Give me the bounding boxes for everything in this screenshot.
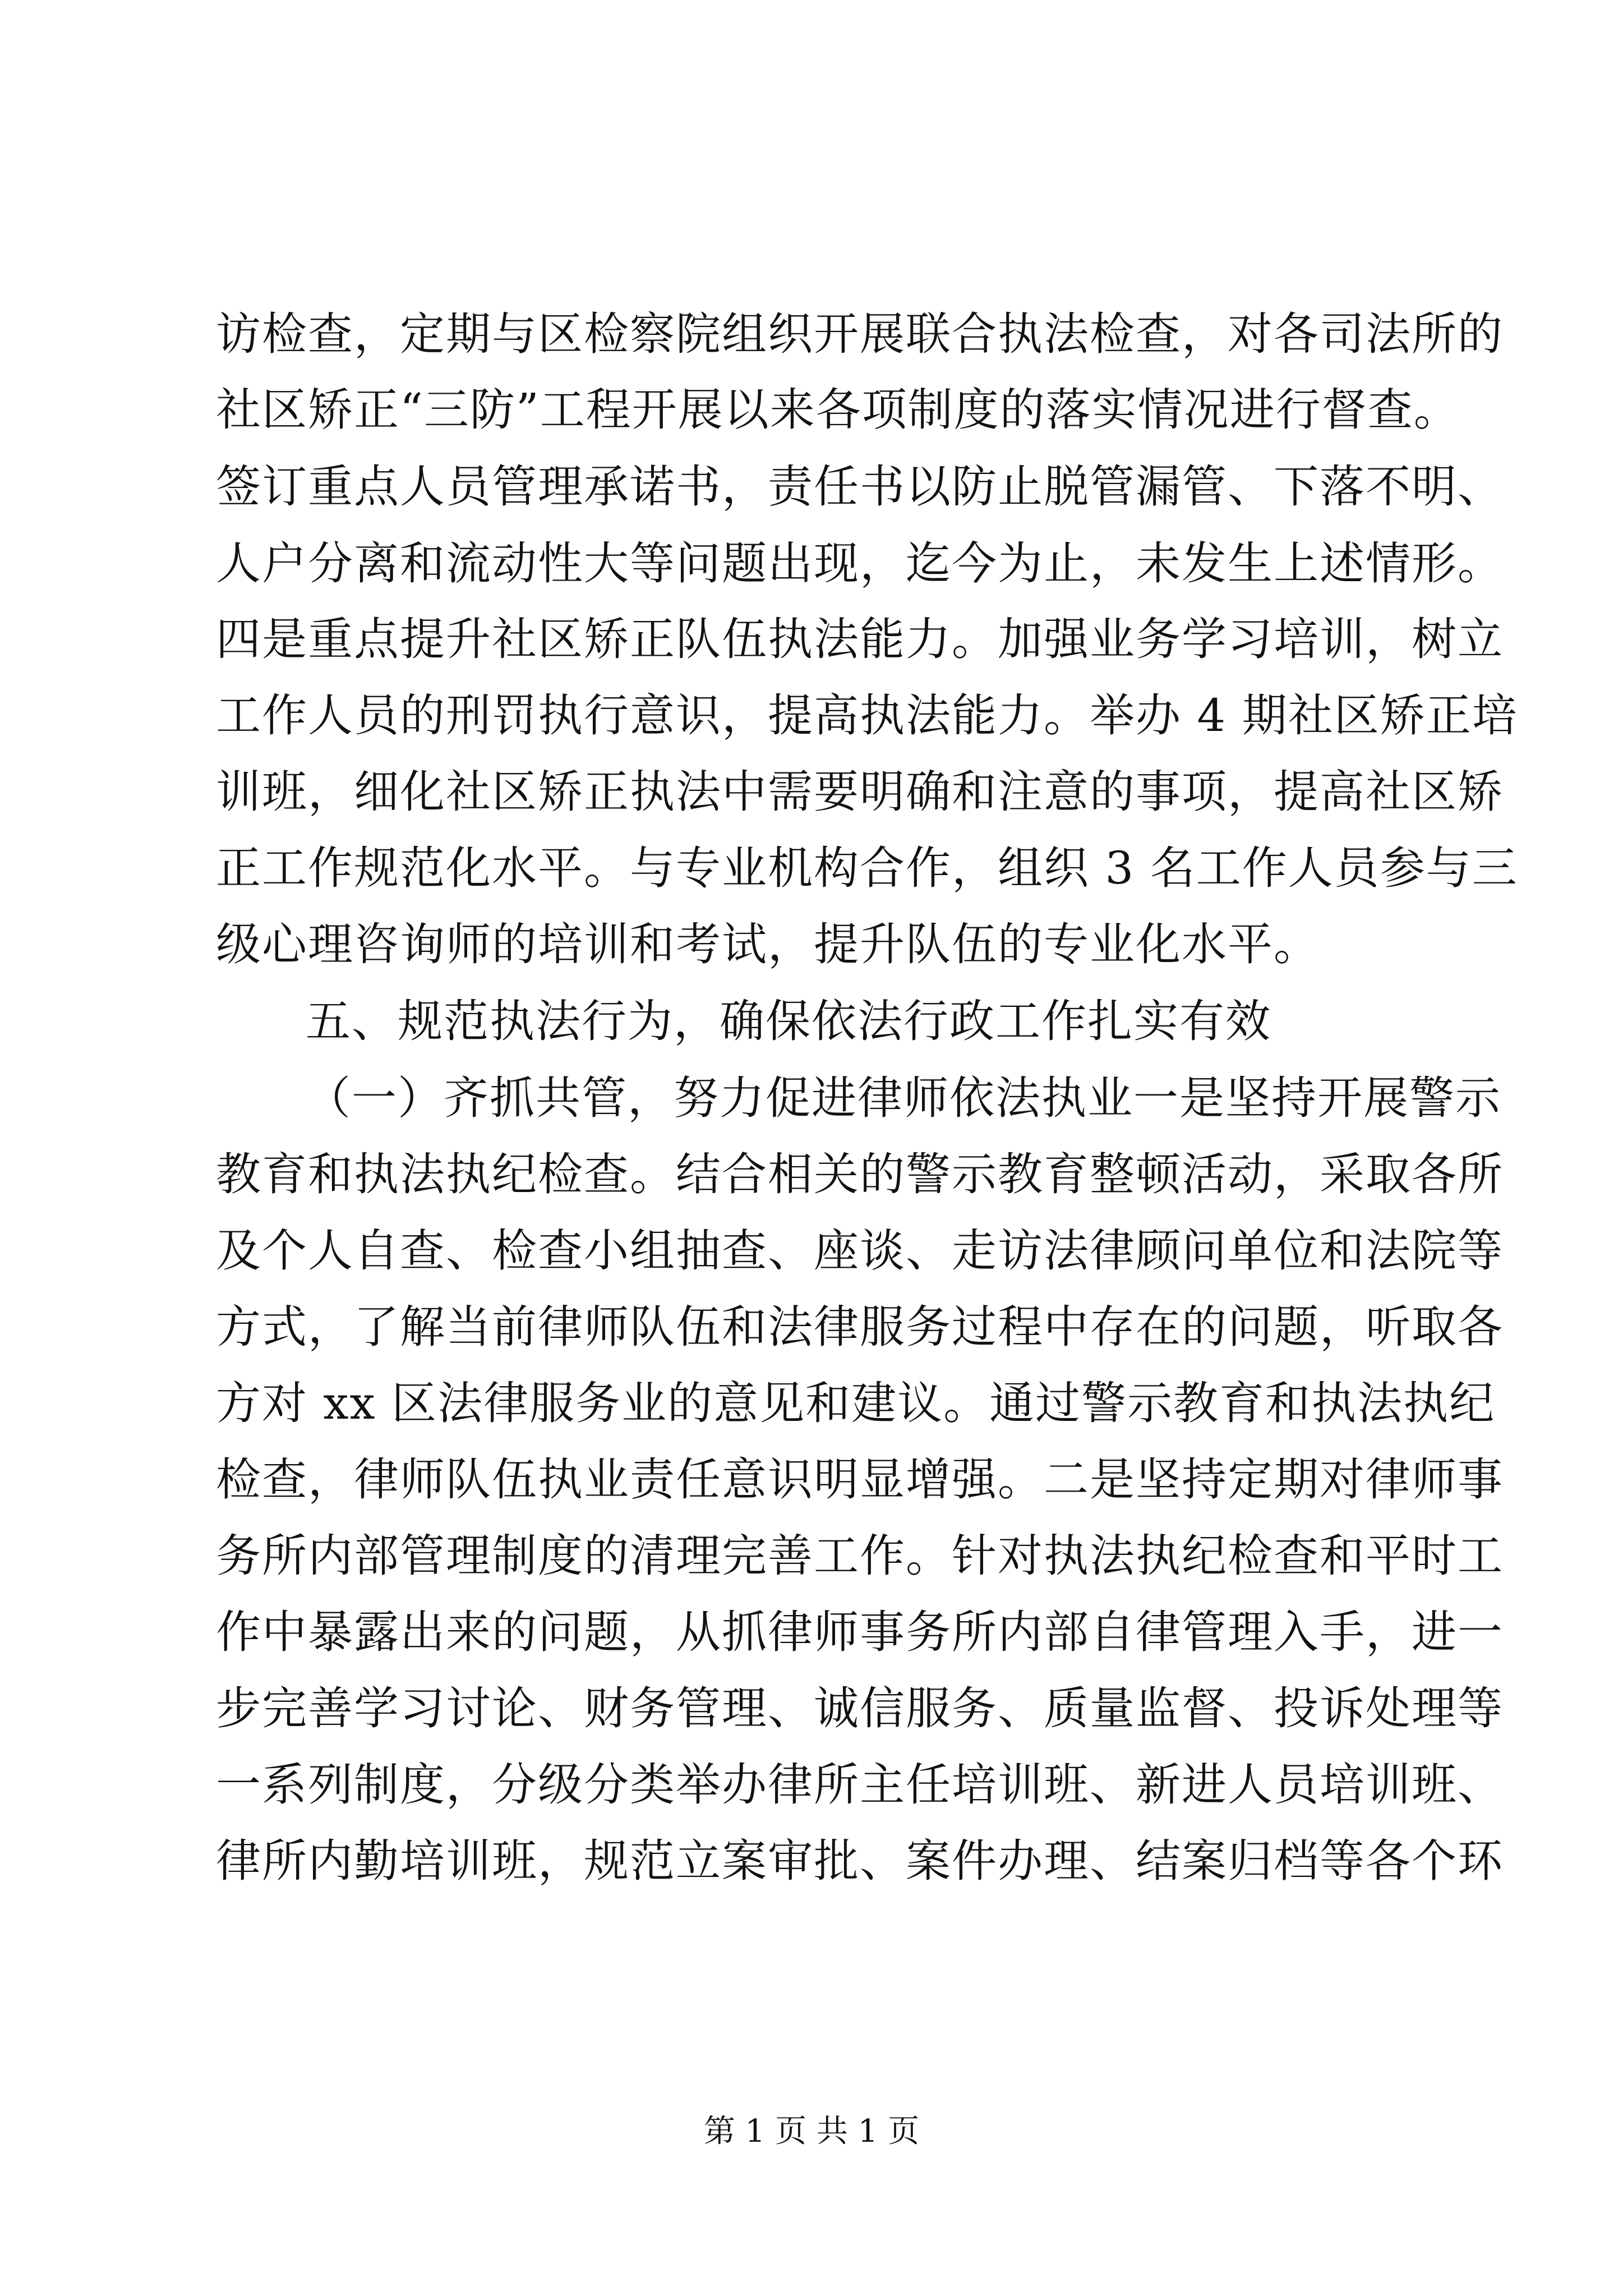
text-line: 一系列制度，分级分类举办律所主任培训班、新进人员培训班、 [216,1759,1504,1811]
text-line: 检查，律师队伍执业责任意识明显增强。二是坚持定期对律师事 [216,1453,1504,1506]
text-line: 人户分离和流动性大等问题出现，迄今为止，未发生上述情形。 [216,537,1504,590]
page-number-footer: 第 1 页 共 1 页 [703,2113,920,2150]
text-line: 四是重点提升社区矫正队伍执法能力。加强业务学习培训，树立 [216,613,1504,665]
text-line: 教育和执法执纪检查。结合相关的警示教育整顿活动，采取各所 [216,1148,1504,1200]
text-line: 务所内部管理制度的清理完善工作。针对执法执纪检查和平时工 [216,1530,1504,1582]
text-line: 社区矫正“三防”工程开展以来各项制度的落实情况进行督查。 [216,384,1460,436]
text-line: 作中暴露出来的问题，从抓律师事务所内部自律管理入手，进一 [216,1606,1504,1658]
text-line: 签订重点人员管理承诺书，责任书以防止脱管漏管、下落不明、 [216,461,1504,513]
text-line: 及个人自查、检查小组抽查、座谈、走访法律顾问单位和法院等 [216,1225,1504,1277]
text-line: 方式，了解当前律师队伍和法律服务过程中存在的问题，听取各 [216,1301,1504,1353]
text-line: 方对 xx 区法律服务业的意见和建议。通过警示教育和执法执纪 [216,1377,1496,1429]
text-line: 正工作规范化水平。与专业机构合作，组织 3 名工作人员参与三 [216,842,1518,894]
section-heading: 五、规范执法行为，确保依法行政工作扎实有效 [306,995,1271,1047]
text-line: 工作人员的刑罚执行意识，提高执法能力。举办 4 期社区矫正培 [216,689,1518,742]
paragraph-first-line: （一）齐抓共管，努力促进律师依法执业一是坚持开展警示 [306,1072,1501,1124]
text-line: 步完善学习讨论、财务管理、诚信服务、质量监督、投诉处理等 [216,1682,1504,1734]
text-line: 训班，细化社区矫正执法中需要明确和注意的事项，提高社区矫 [216,766,1504,818]
text-line: 级心理咨询师的培训和考试，提升队伍的专业化水平。 [216,918,1320,970]
text-line: 访检查，定期与区检察院组织开展联合执法检查，对各司法所的 [216,308,1504,360]
text-line: 律所内勤培训班，规范立案审批、案件办理、结案归档等各个环 [216,1835,1504,1887]
